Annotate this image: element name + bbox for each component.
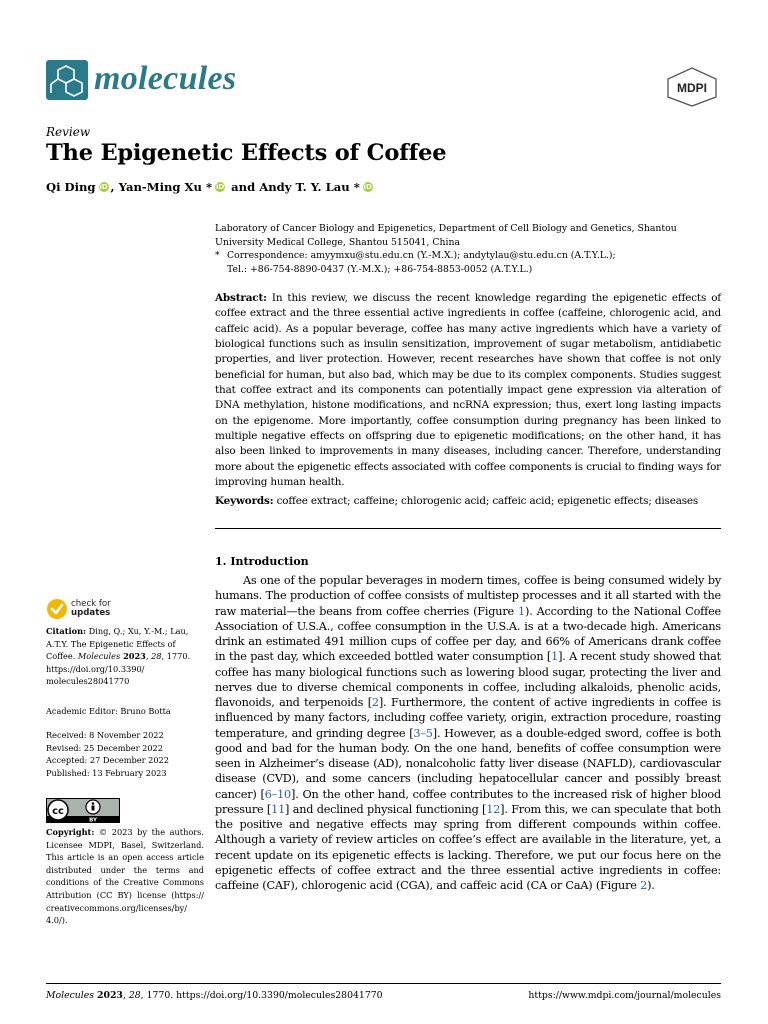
correspondence: Correspondence: amyymxu@stu.edu.cn (Y.-M.X.); andytylau@stu.edu.cn (A.T.Y.L.); <box>227 250 616 261</box>
keywords-text: coffee extract; caffeine; chlorogenic acid; caffeic acid; epigenetic effects; diseases <box>276 495 699 507</box>
copyright-block <box>46 826 204 927</box>
dates-block <box>46 729 204 779</box>
introduction-body <box>215 573 721 893</box>
molecules-logo-icon <box>46 60 88 100</box>
author-name[interactable]: Qi Ding <box>46 180 96 194</box>
corr-marker: * <box>215 250 220 261</box>
affiliation-block <box>215 222 720 276</box>
mdpi-logo <box>666 67 718 107</box>
citation-block: Citation: Ding, Q.; Xu, Y.-M.; Lau, A.T.Y. The Epigenetic Effects of Coffee. Molecules 2023, 28, 1770. https://doi.org/10.3390/ molecules28041770 <box>46 626 191 687</box>
citation-link[interactable]: 1 <box>551 650 559 664</box>
author-name[interactable]: and Andy T. Y. Lau * <box>227 180 360 194</box>
accepted-date: Accepted: 27 December 2022 <box>46 755 169 766</box>
journal-name: molecules <box>94 60 237 97</box>
citation-link[interactable]: 12 <box>486 802 501 816</box>
citation-link[interactable]: 6–10 <box>264 787 292 801</box>
citation-label: Citation: <box>46 626 87 636</box>
footer-divider <box>46 983 721 984</box>
article-type: Review <box>46 125 91 139</box>
correspondence-line <box>215 249 720 263</box>
orcid-icon[interactable]: iD <box>99 183 108 191</box>
citation-link[interactable]: 2 <box>371 696 379 709</box>
keywords-label: Keywords: <box>215 495 274 507</box>
cc-by-license-icon[interactable] <box>46 798 120 823</box>
copyright-text: © 2023 by the authors. Licensee MDPI, Basel, Switzerland. This article is an open access article distributed under the terms and conditions of the Creative Commons Attribution (CC BY) license (https:// creativecommons.org/licenses/by/ 4.0/). <box>46 827 204 926</box>
revised-date: Revised: 25 December 2022 <box>46 742 163 753</box>
check-for-updates[interactable] <box>46 598 111 620</box>
section-heading: 1. Introduction <box>215 555 309 568</box>
author-name[interactable]: , Yan-Ming Xu * <box>110 180 213 194</box>
figure-link[interactable]: 1 <box>518 604 525 618</box>
svg-text:cc: cc <box>52 806 64 817</box>
check-updates-label: updates <box>71 608 111 618</box>
footer-journal-url[interactable]: https://www.mdpi.com/journal/molecules <box>528 990 721 1001</box>
citation-link[interactable]: 11 <box>271 802 286 816</box>
abstract-text: In this review, we discuss the recent knowledge regarding the epigenetic effects of coffee extract and the three essential active ingredients in coffee (caffeine, chlorogenic acid, and caffeic acid). As a popular beverage, coffee has many active ingredients which have a variety of biological functions such as insulin sensitization, improvement of sugar metabolism, antidiabetic properties, and liver protection. However, recent researches have shown that coffee is not only beneficial for human, but also bad, which may be due to its complex components. Studies suggest that coffee extract and its components can potentially impact gene expression via alteration of DNA methylation, histone modifications, and ncRNA expression; thus, exert long lasting impacts on the epigenome. More importantly, coffee consumption during pregnancy has been linked to multiple negative effects on offspring due to epigenetic modifications; on the other hand, it has also been linked to improvements in many diseases, including cancer. Therefore, understanding more about the epigenetic effects associated with coffee components is crucial to finding ways for improving human health. <box>215 292 721 489</box>
published-date: Published: 13 February 2023 <box>46 767 167 778</box>
orcid-icon[interactable]: iD <box>363 183 372 191</box>
author-list <box>46 180 375 194</box>
abstract <box>215 291 721 490</box>
affiliation: Laboratory of Cancer Biology and Epigenetics, Department of Cell Biology and Genetics, Shantou University Medical College, Shantou 515041, China <box>215 223 677 248</box>
orcid-icon[interactable]: iD <box>215 183 225 191</box>
check-updates-label: check for <box>71 599 111 609</box>
check-updates-icon <box>46 598 68 620</box>
footer-citation: Molecules 2023, 28, 1770. https://doi.org/10.3390/molecules28041770 <box>46 990 383 1001</box>
received-date: Received: 8 November 2022 <box>46 730 164 740</box>
divider <box>215 528 721 529</box>
abstract-label: Abstract: <box>215 292 267 304</box>
citation-link[interactable]: 3–5 <box>413 726 433 740</box>
page-title: The Epigenetic Effects of Coffee <box>46 140 447 166</box>
telephone: Tel.: +86-754-8890-0437 (Y.-M.X.); +86-754-8853-0052 (A.T.Y.L.) <box>227 263 533 275</box>
figure-link[interactable]: 2 <box>640 879 648 892</box>
copyright-label: Copyright: <box>46 827 95 837</box>
paragraph: As one of the popular beverages in modern times, coffee is being consumed widely by humans. The production of coffee consists of multistep processes and it all started with the raw material—the beans from coffee cherries (Figure 1). According to the National Coffee Association of U.S.A., coffee consumption in the U.S.A. is at a two-decade high. Americans drink an estimated 491 million cups of coffee per day, and 66% of Americans drank coffee in the past day, which exceeded bottled water consumption [1]. A recent study showed that coffee has many biological functions such as lowering blood sugar, protecting the liver and nerves due to diverse chemical components in coffee, including alkaloids, phenolic acids, flavonoids, and terpenoids [2]. Furthermore, the content of active ingredients in coffee is influenced by many factors, including coffee variety, origin, extraction procedure, roasting temperature, and grinding degree [3–5]. However, as a double-edged sword, coffee is both good and bad for the human body. On the one hand, benefits of coffee consumption were seen in Alzheimer’s disease (AD), nonalcoholic fatty liver disease (NAFLD), cardiovascular disease (CVD), and some cancers (including hepatocellular cancer and possibly breast cancer) [6–10]. On the other hand, coffee contributes to the increased risk of higher blood pressure [11] and declined physical functioning [12]. From this, we can speculate that both the positive and negative effects may spring from different compounds within coffee. Although a variety of review articles on coffee’s effect are available in the literature, yet, a recent update on its epigenetic effects is lacking. Therefore, we put our focus here on the epigenetic effects of coffee extract and the three essential active ingredients in coffee: caffeine (CAF), chlorogenic acid (CGA), and caffeic acid (CA or CaA) (Figure 2). <box>215 574 722 892</box>
academic-editor: Academic Editor: Bruno Botta <box>46 706 171 716</box>
keywords <box>215 495 721 507</box>
cc-by-label: BY <box>89 817 97 823</box>
publisher-name: MDPI <box>677 81 707 95</box>
